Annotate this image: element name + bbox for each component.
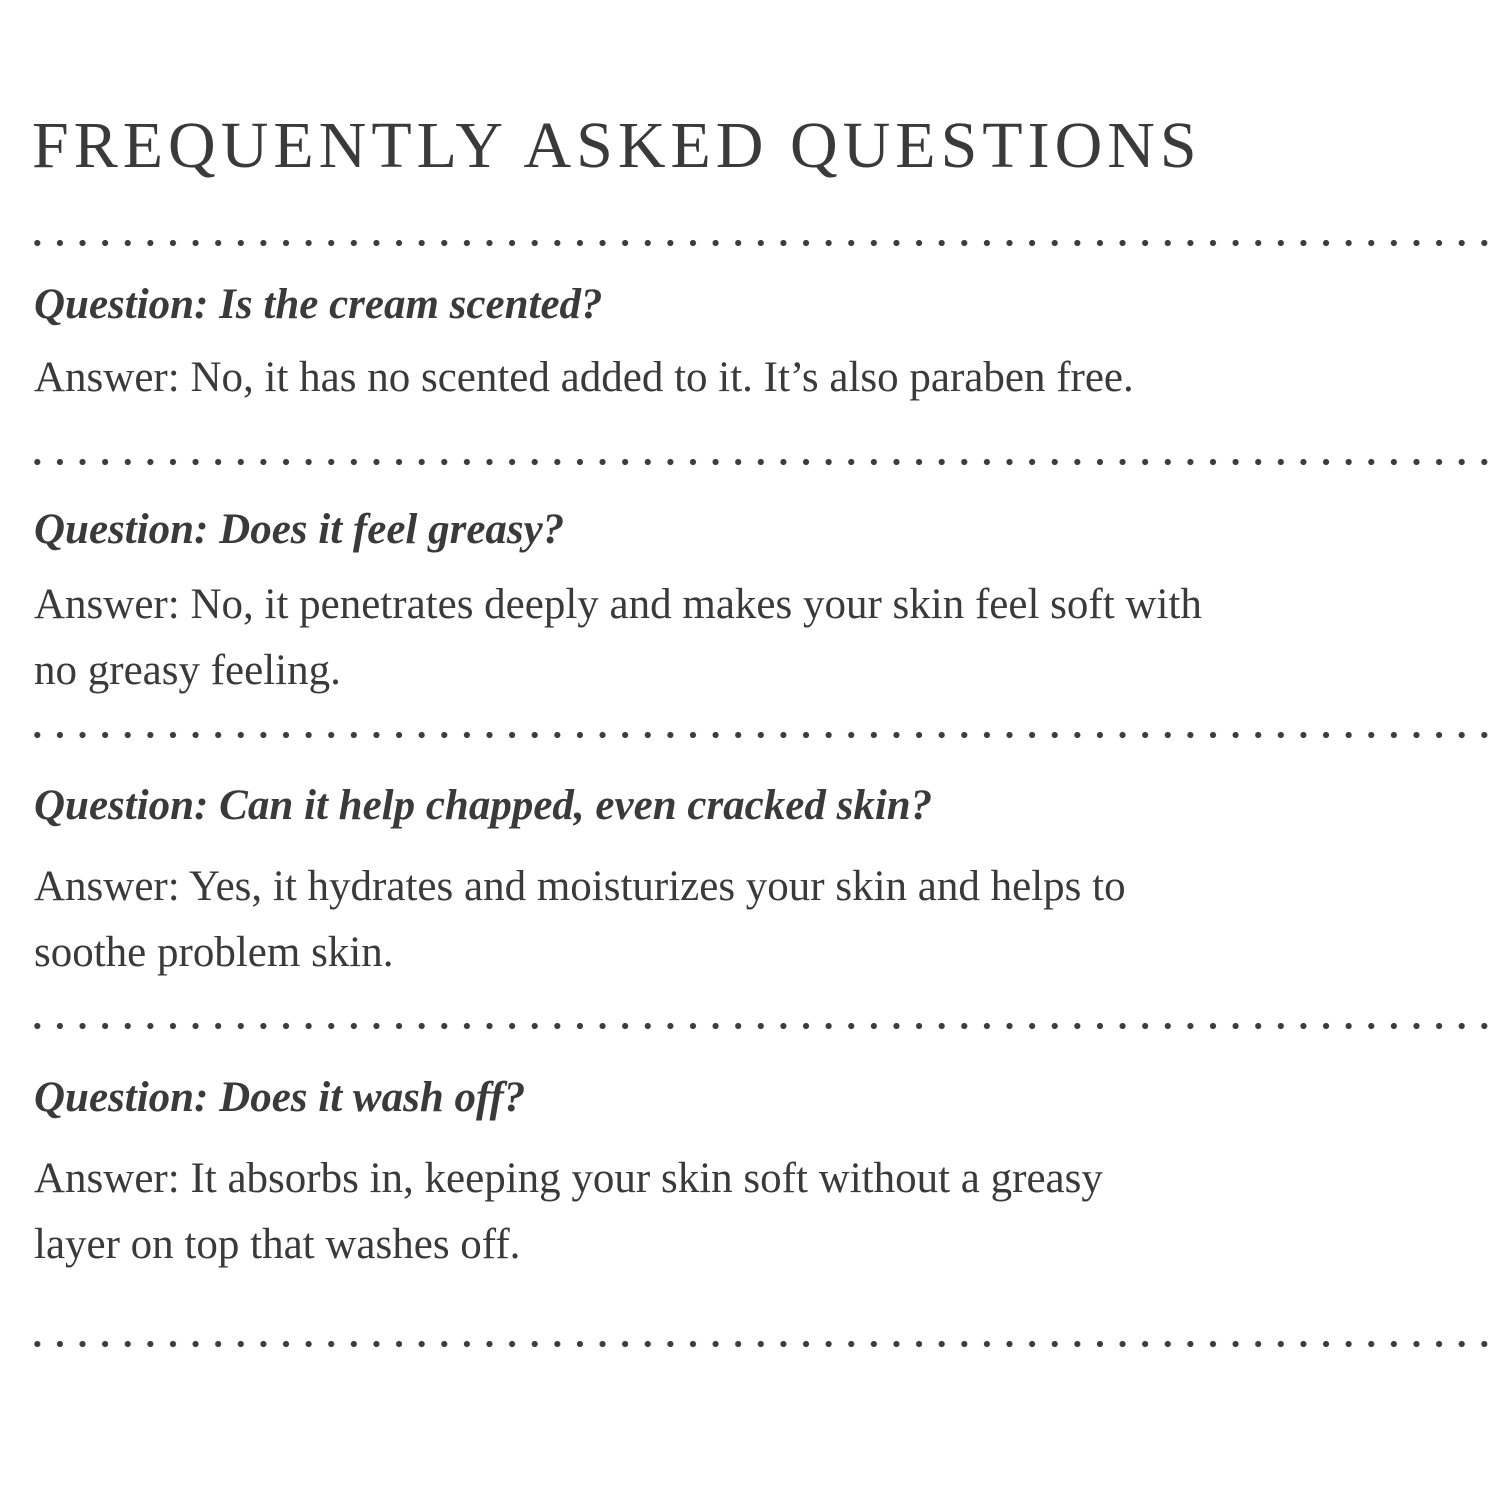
faq-answer-line: Answer: Yes, it hydrates and moisturizes your skin and helps to <box>34 863 1126 910</box>
dotted-divider <box>26 456 1500 468</box>
dotted-divider <box>26 1020 1500 1032</box>
faq-answer-line: Answer: No, it penetrates deeply and makes your skin feel soft with <box>34 581 1202 628</box>
faq-answer-4 <box>34 1146 1103 1278</box>
faq-answer-1 <box>34 345 1134 411</box>
faq-question-4: Question: Does it wash off? <box>34 1074 526 1121</box>
faq-answer-line: layer on top that washes off. <box>34 1221 521 1268</box>
faq-answer-line: no greasy feeling. <box>34 647 341 694</box>
dotted-divider <box>26 237 1500 249</box>
page-title: FREQUENTLY ASKED QUESTIONS <box>32 109 1202 182</box>
faq-answer-line: Answer: No, it has no scented added to it. It’s also paraben free. <box>34 354 1134 401</box>
faq-answer-3 <box>34 854 1126 986</box>
dotted-divider <box>26 729 1500 741</box>
faq-question-3: Question: Can it help chapped, even cracked skin? <box>34 782 933 829</box>
dotted-divider <box>26 1338 1500 1350</box>
faq-answer-line: Answer: It absorbs in, keeping your skin soft without a greasy <box>34 1155 1103 1202</box>
faq-answer-line: soothe problem skin. <box>34 929 394 976</box>
faq-answer-2 <box>34 572 1202 704</box>
faq-question-1: Question: Is the cream scented? <box>34 281 603 328</box>
faq-question-2: Question: Does it feel greasy? <box>34 506 565 553</box>
